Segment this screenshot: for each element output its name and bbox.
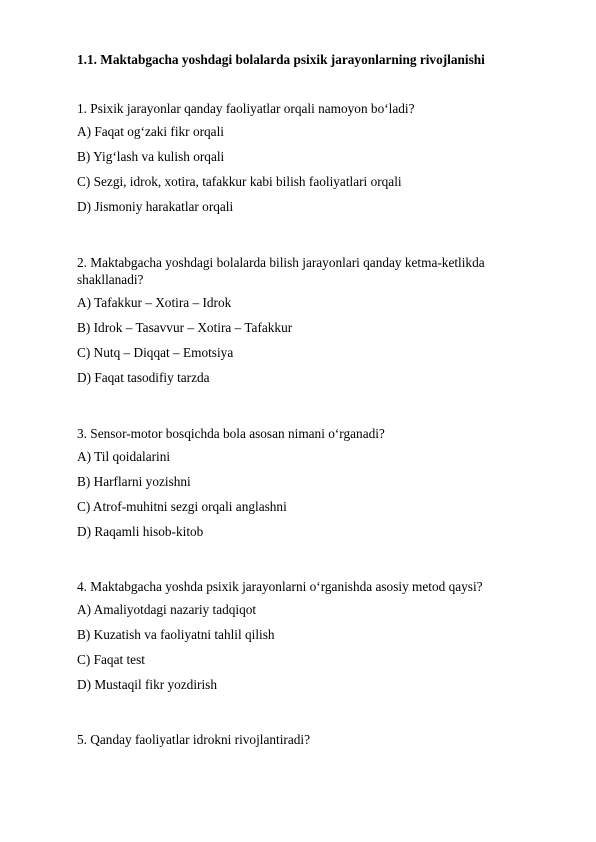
answer-option-d[interactable]: D) Raqamli hisob-kitob <box>77 524 204 539</box>
question-text: 5. Qanday faoliyatlar idrokni rivojlantiradi? <box>77 732 310 747</box>
answer-option-a[interactable]: A) Faqat og‘zaki fikr orqali <box>77 124 224 139</box>
question-2 <box>77 254 527 394</box>
answer-option-a[interactable]: A) Tafakkur – Xotira – Idrok <box>77 295 232 310</box>
answer-option-c[interactable]: C) Atrof-muhitni sezgi orqali anglashni <box>77 499 287 514</box>
section-title: 1.1. Maktabgacha yoshdagi bolalarda psixik jarayonlarning rivojlanishi <box>77 52 485 67</box>
answer-option-b[interactable]: B) Idrok – Tasavvur – Xotira – Tafakkur <box>77 320 293 335</box>
answer-option-a[interactable]: A) Til qoidalarini <box>77 449 171 464</box>
question-text: 4. Maktabgacha yoshda psixik jarayonlarni o‘rganishda asosiy metod qaysi? <box>77 579 483 594</box>
answer-option-d[interactable]: D) Jismoniy harakatlar orqali <box>77 199 234 214</box>
answer-option-c[interactable]: C) Nutq – Diqqat – Emotsiya <box>77 345 234 360</box>
question-text: 3. Sensor-motor bosqichda bola asosan nimani o‘rganadi? <box>77 426 385 441</box>
answer-option-b[interactable]: B) Yig‘lash va kulish orqali <box>77 149 225 164</box>
answer-option-a[interactable]: A) Amaliyotdagi nazariy tadqiqot <box>77 602 257 617</box>
answer-option-c[interactable]: C) Faqat test <box>77 652 145 667</box>
answer-option-d[interactable]: D) Mustaqil fikr yozdirish <box>77 677 217 692</box>
answer-option-b[interactable]: B) Harflarni yozishni <box>77 474 191 489</box>
answer-option-c[interactable]: C) Sezgi, idrok, xotira, tafakkur kabi bilish faoliyatlari orqali <box>77 174 402 189</box>
question-5 <box>77 731 527 754</box>
question-1 <box>77 100 527 223</box>
question-text: 1. Psixik jarayonlar qanday faoliyatlar orqali namoyon bo‘ladi? <box>77 101 415 116</box>
question-3 <box>77 425 527 548</box>
answer-option-d[interactable]: D) Faqat tasodifiy tarzda <box>77 370 210 385</box>
question-text: 2. Maktabgacha yoshdagi bolalarda bilish jarayonlari qanday ketma-ketlikda shakllanadi? <box>77 255 485 287</box>
question-4 <box>77 578 527 701</box>
answer-option-b[interactable]: B) Kuzatish va faoliyatni tahlil qilish <box>77 627 275 642</box>
